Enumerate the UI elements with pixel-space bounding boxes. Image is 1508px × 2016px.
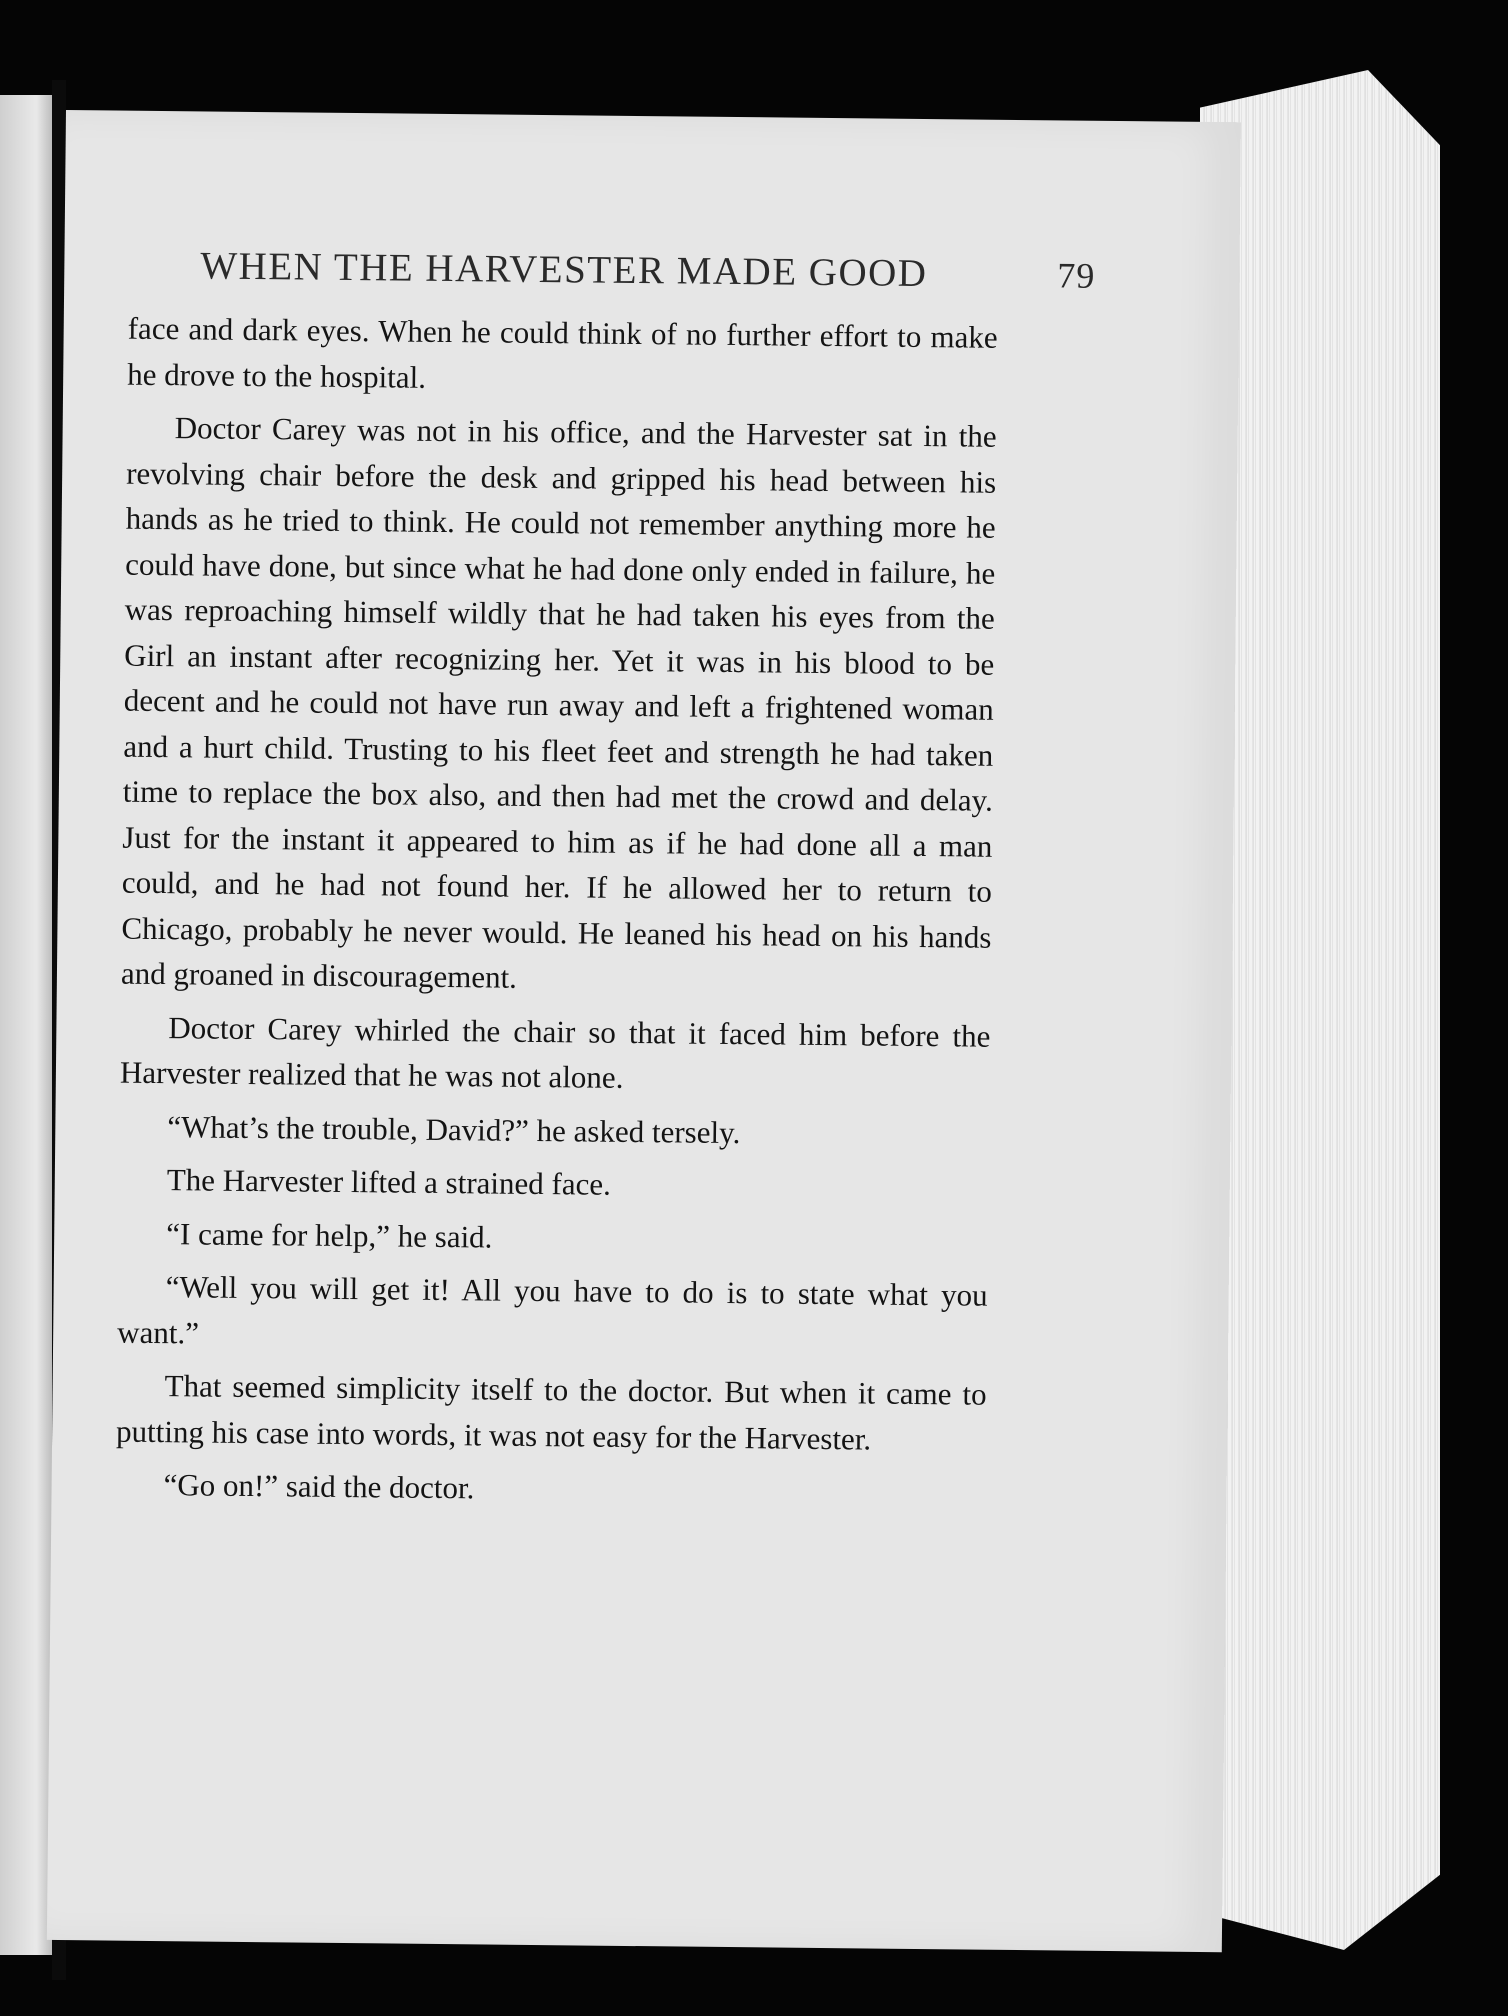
paragraph: Doctor Carey whirled the chair so that it faced him before the Harvester realized that he was not alone. [119,1009,991,1095]
paragraph: “What’s the trouble, David?” he asked tersely. [167,1108,741,1150]
paragraph: That seemed simplicity itself to the doctor. But when it came to putting his case into words, it was not easy for the Harvester. [115,1368,987,1457]
page-body [115,306,998,1525]
page-number: 79 [1057,255,1096,296]
paragraph: face and dark eyes. When he could think of no further effort to make he drove to the hospital. [127,310,998,395]
paragraph: The Harvester lifted a strained face. [166,1162,612,1202]
paragraph: “Well you will get it! All you have to do is to state what you want.” [117,1269,988,1350]
paragraph: “I came for help,” he said. [166,1215,493,1255]
book-page [47,110,1241,1952]
paragraph: “Go on!” said the doctor. [163,1467,475,1506]
running-title: WHEN THE HARVESTER MADE GOOD [200,244,928,296]
running-header [200,243,1095,297]
paragraph: Doctor Carey was not in his office, and the Harvester sat in the revolving chair before the desk and gripped his head between his hands as he tried to think. He could not remember anything more he could have done, but since what he had done only ended in failure, he was reproaching himself wildly that he had taken his eyes from the Girl an instant after recognizing her. Yet it was in his blood to be decent and he could not have run away and left a frightened woman and a hurt child. Trusting to his fleet feet and strength he had taken time to replace the box also, and then had met the crowd and delay. Just for the instant it appeared to him as if he had done all a man could, and he had not found her. If he allowed her to return to Chicago, probably he never would. He leaned his head on his hands and groaned in discouragement. [120,410,997,995]
